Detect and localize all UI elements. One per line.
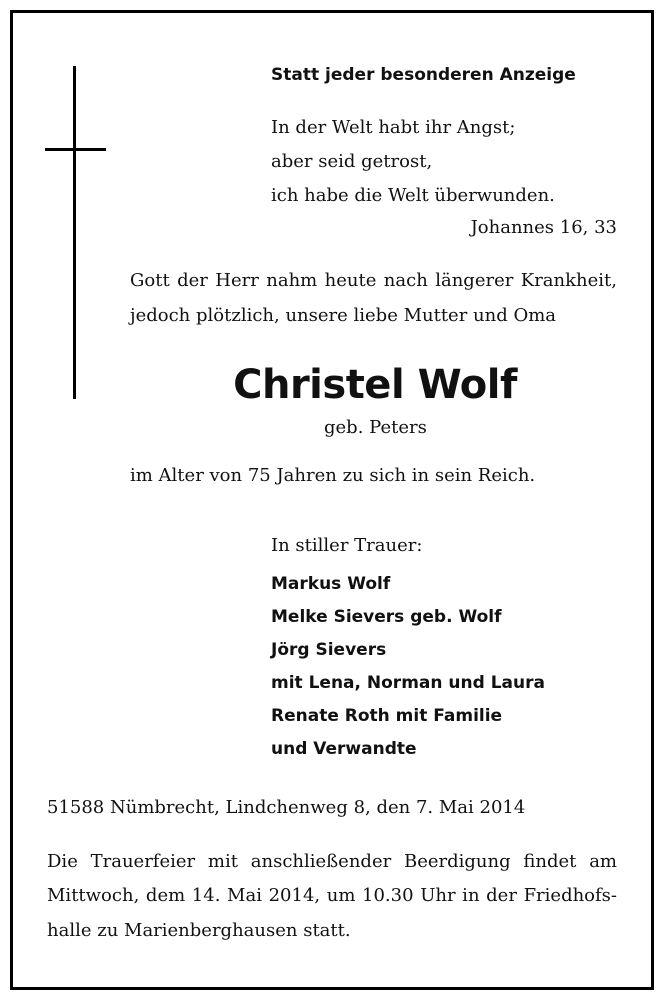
mourner-name: Melke Sievers geb. Wolf bbox=[271, 607, 502, 627]
funeral-line: Mittwoch, dem 14. Mai 2014, um 10.30 Uhr in der Friedhofs- bbox=[47, 885, 617, 906]
verse-line: aber seid getrost, bbox=[271, 151, 433, 172]
funeral-line: Die Trauerfeier mit anschließender Beerdigung findet am bbox=[47, 851, 617, 872]
mourner-name: mit Lena, Norman und Laura bbox=[271, 673, 545, 693]
notice-heading: Statt jeder besonderen Anzeige bbox=[271, 65, 576, 85]
verse-reference: Johannes 16, 33 bbox=[470, 217, 617, 238]
age-line: im Alter von 75 Jahren zu sich in sein Reich. bbox=[130, 465, 536, 486]
announcement-line: jedoch plötzlich, unsere liebe Mutter und Oma bbox=[130, 305, 557, 326]
announcement-line: Gott der Herr nahm heute nach längerer Krankheit, bbox=[130, 270, 617, 291]
cross-icon bbox=[73, 66, 76, 399]
mourner-name: Renate Roth mit Familie bbox=[271, 706, 503, 726]
mourner-name: Jörg Sievers bbox=[271, 640, 387, 660]
verse-line: ich habe die Welt überwunden. bbox=[271, 185, 555, 206]
deceased-name: Christel Wolf bbox=[233, 362, 517, 408]
funeral-line: halle zu Marienberghausen statt. bbox=[47, 920, 351, 941]
mourner-name: und Verwandte bbox=[271, 739, 417, 759]
verse-line: In der Welt habt ihr Angst; bbox=[271, 117, 516, 138]
address-line: 51588 Nümbrecht, Lindchenweg 8, den 7. Mai 2014 bbox=[47, 797, 526, 818]
mourning-intro: In stiller Trauer: bbox=[271, 535, 423, 556]
cross-icon-bar bbox=[45, 148, 106, 151]
mourners-list bbox=[271, 568, 545, 766]
birth-name: geb. Peters bbox=[324, 417, 427, 438]
mourner-name: Markus Wolf bbox=[271, 574, 391, 594]
